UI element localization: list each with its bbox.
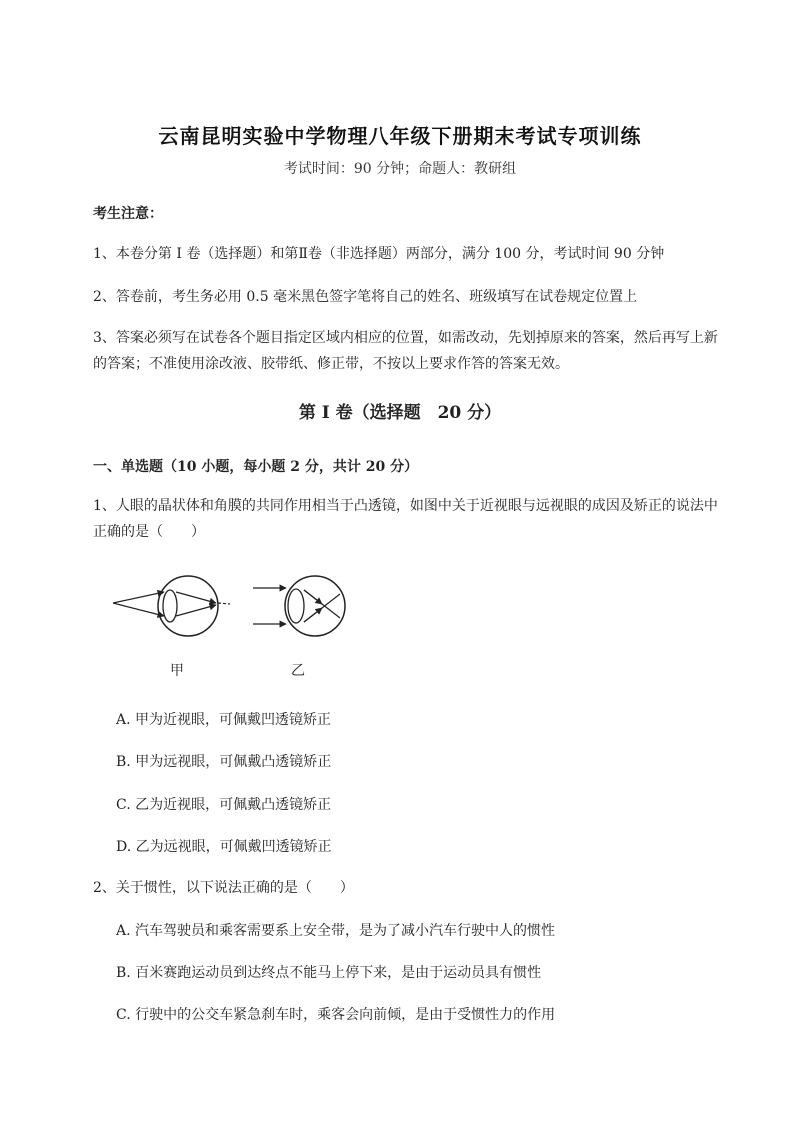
eye-jia-icon (113, 576, 230, 636)
option-c[interactable]: C. 乙为近视眼，可佩戴凸透镜矫正 (116, 797, 332, 813)
question-stem: 1、人眼的晶状体和角膜的共同作用相当于凸透镜，如图中关于近视眼与远视眼的成因及矫正的说法中正确的是（ ） (93, 498, 718, 540)
option-d[interactable]: D. 乙为远视眼，可佩戴凹透镜矫正 (116, 839, 332, 855)
eye-yi-icon (253, 576, 345, 636)
notice-item: 1、本卷分第 I 卷（选择题）和第Ⅱ卷（非选择题）两部分，满分 100 分，考试时间 90 分钟 (93, 246, 665, 262)
eye-diagram (108, 568, 368, 683)
notice-heading: 考生注意： (93, 206, 163, 222)
figure-label-jia: 甲 (170, 663, 184, 679)
option-a[interactable]: A. 甲为近视眼，可佩戴凹透镜矫正 (116, 712, 332, 728)
question-stem: 2、关于惯性，以下说法正确的是（ ） (93, 880, 354, 896)
exam-info: 考试时间：90 分钟；命题人：教研组 (283, 161, 517, 177)
option-c[interactable]: C. 行驶中的公交车紧急刹车时，乘客会向前倾，是由于受惯性力的作用 (116, 1007, 556, 1023)
figure-label-yi: 乙 (291, 663, 305, 679)
notice-item: 3、答案必须写在试卷各个题目指定区域内相应的位置，如需改动，先划掉原来的答案，然后再写上新的答案；不准使用涂改液、胶带纸、修正带，不按以上要求作答的答案无效。 (93, 330, 718, 372)
notice-item: 2、答卷前，考生务必用 0.5 毫米黑色签字笔将自己的姓名、班级填写在试卷规定位置上 (93, 289, 638, 305)
part-heading: 一、单选题（10 小题，每小题 2 分，共计 20 分） (93, 459, 419, 475)
option-b[interactable]: B. 百米赛跑运动员到达终点不能马上停下来，是由于运动员具有惯性 (116, 965, 542, 981)
option-a[interactable]: A. 汽车驾驶员和乘客需要系上安全带，是为了减小汽车行驶中人的惯性 (116, 923, 556, 939)
page-title: 云南昆明实验中学物理八年级下册期末考试专项训练 (158, 124, 642, 148)
section-title: 第 I 卷（选择题 20 分） (298, 403, 502, 423)
option-b[interactable]: B. 甲为远视眼，可佩戴凸透镜矫正 (116, 754, 332, 770)
